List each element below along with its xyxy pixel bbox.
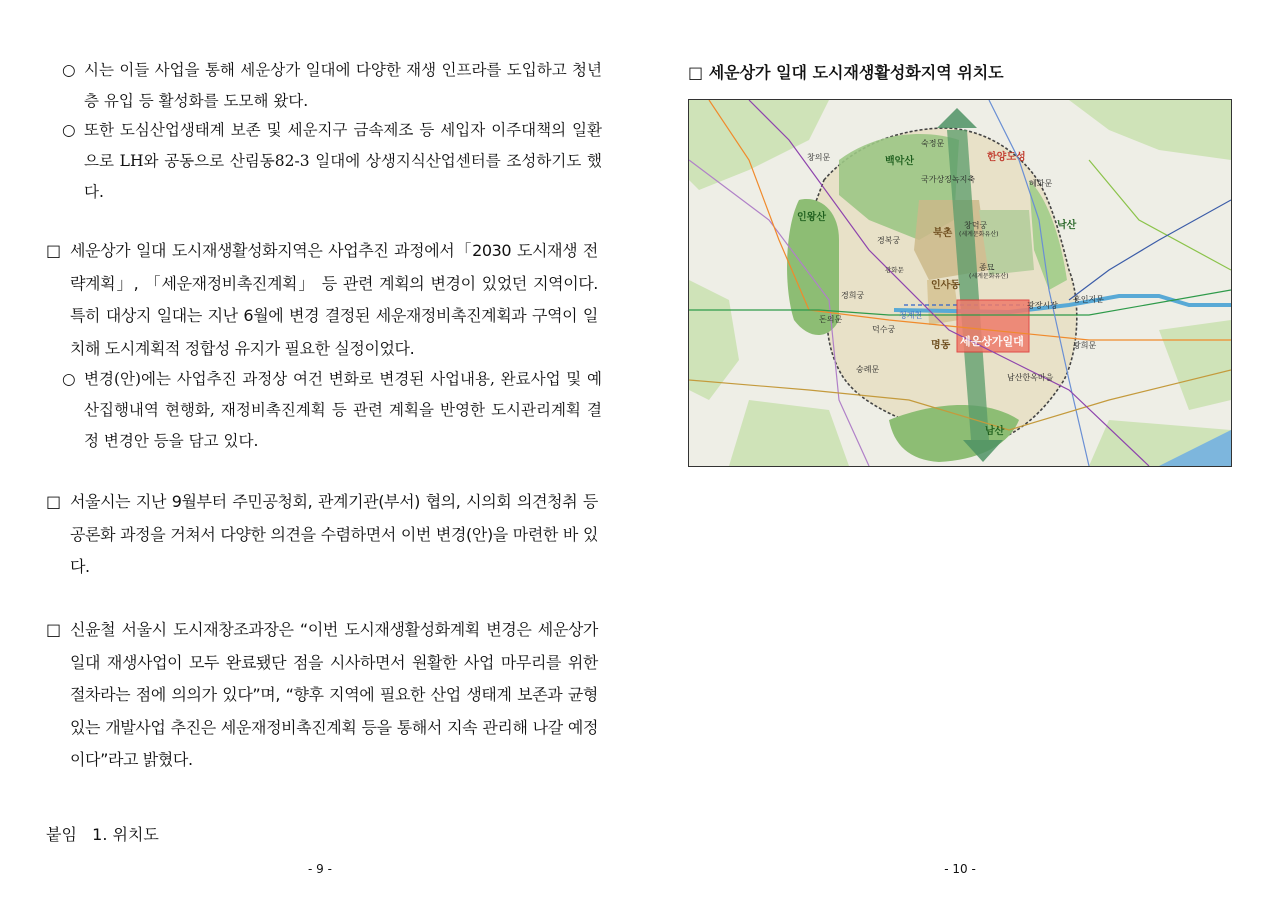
map-label: 남산한옥마을 [1007, 373, 1054, 382]
sub-bullet-text: 시는 이들 사업을 통해 세운상가 일대에 다양한 재생 인프라를 도입하고 청년층 유입 등 활성화를 도모해 왔다. [84, 61, 602, 110]
map-label: 창의문 [807, 153, 831, 162]
main-bullet-1 [46, 235, 598, 365]
square-bullet-icon: □ [46, 620, 61, 639]
map-label: 숭례문 [856, 365, 880, 374]
map-label: 경복궁 [877, 236, 901, 245]
map-label: 남산 [985, 426, 1005, 437]
sub-bullet-1 [62, 55, 602, 117]
map-label: 명동 [931, 340, 951, 351]
map-label: 한양도성 [987, 152, 1026, 163]
page-number-right: - 10 - [944, 862, 976, 876]
main-bullet-text: 신윤철 서울시 도시재창조과장은 “이번 도시재생활성화계획 변경은 세운상가 일대 재생사업이 모두 완료됐단 점을 시사하면서 원활한 사업 마무리를 위한 절차라는 점에 의의가 있다”며, “향후 지역에 필요한 산업 생태계 보존과 균형 있는 개발사업 추진은 세운재정비촉진계획 등을 통해서 지속 관리해 나갈 예정이다”라고 밝혔다. [70, 620, 598, 769]
map-label: 국가상징녹지축 [921, 175, 976, 184]
map-label: 북촌 [933, 228, 953, 239]
map-label-sewoon: 세운상가일대 [960, 335, 1024, 348]
main-bullet-text: 서울시는 지난 9월부터 주민공청회, 관계기관(부서) 협의, 시의회 의견청취 등 공론화 과정을 거쳐서 다양한 의견을 수렴하면서 이번 변경(안)을 마련한 바 있다. [70, 492, 598, 576]
map-label: 덕수궁 [872, 325, 896, 334]
map-label: 광장시장 [1027, 301, 1058, 310]
main-bullet-2 [46, 486, 598, 584]
map-label: 청계천 [899, 311, 923, 320]
circle-bullet-icon: ○ [62, 121, 76, 139]
map-label: 흥인지문 [1073, 295, 1104, 304]
circle-bullet-icon: ○ [62, 61, 76, 79]
map-label: 혜화문 [1029, 179, 1053, 188]
map-label: 낙산 [1057, 220, 1077, 231]
page-number-left: - 9 - [308, 862, 332, 876]
attachment-line: 붙임 1. 위치도 [46, 825, 159, 844]
map-label: 돈의문 [819, 315, 843, 324]
map-label: 종묘 [979, 263, 995, 272]
map-label: 경희궁 [841, 291, 865, 300]
square-bullet-icon: □ [46, 241, 61, 260]
sub-bullet-text: 변경(안)에는 사업추진 과정상 여건 변화로 변경된 사업내용, 완료사업 및 예산집행내역 현행화, 재정비촉진계획 등 관련 계획을 반영한 도시관리계획 결정 변경안 등을 담고 있다. [84, 370, 602, 450]
map-title: □ 세운상가 일대 도시재생활성화지역 위치도 [688, 63, 1004, 82]
sub-bullet-text: 또한 도심산업생태계 보존 및 세운지구 금속제조 등 세입자 이주대책의 일환으로 LH와 공동으로 산림동82-3 일대에 상생지식산업센터를 조성하기도 했다. [84, 121, 602, 201]
location-map [688, 99, 1232, 467]
map-label: (세계문화유산) [969, 273, 1009, 280]
map-label: 숙정문 [921, 139, 945, 148]
sub-bullet-2 [62, 115, 602, 208]
square-bullet-icon: □ [46, 492, 61, 511]
map-graphic [689, 100, 1231, 466]
main-bullet-3 [46, 614, 598, 777]
map-label: (세계문화유산) [959, 231, 999, 238]
circle-bullet-icon: ○ [62, 370, 76, 388]
map-label: 백악산 [885, 156, 914, 167]
map-label: 인왕산 [797, 212, 826, 223]
right-page [640, 0, 1280, 905]
main-bullet-text: 세운상가 일대 도시재생활성화지역은 사업추진 과정에서「2030 도시재생 전략계획」, 「세운재정비촉진계획」 등 관련 계획의 변경이 있었던 지역이다. 특히 대상지 일대는 지난 6월에 변경 결정된 세운재정비촉진계획과 구역이 일치해 도시계획적 정합성 유지가 필요한 실정이었다. [70, 241, 598, 358]
sub-bullet-3 [62, 364, 602, 457]
map-label: 광화문 [885, 266, 904, 274]
map-label: 광희문 [1073, 341, 1097, 350]
map-label: 창덕궁 [964, 221, 988, 230]
map-label: 인사동 [931, 280, 960, 291]
